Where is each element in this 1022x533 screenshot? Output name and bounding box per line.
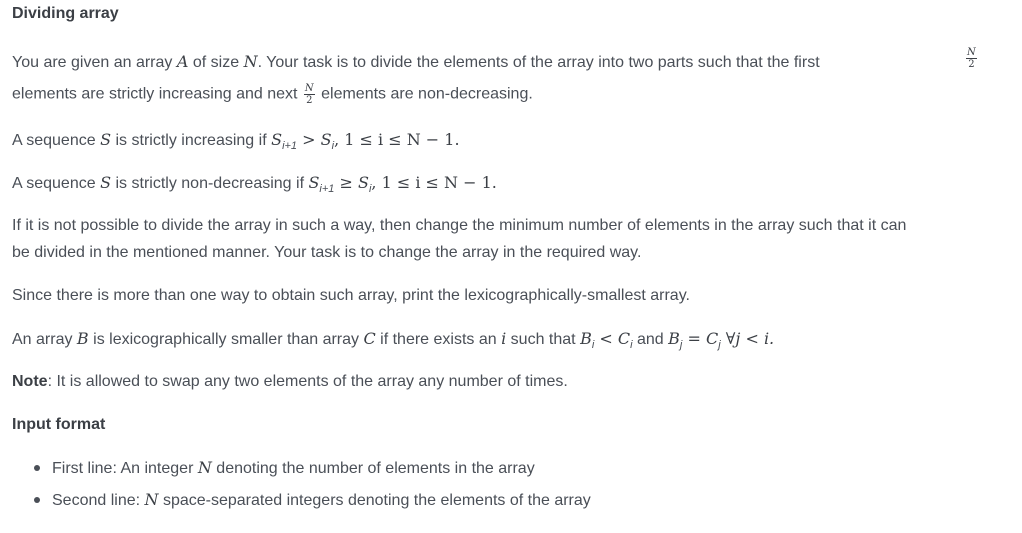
formula-term: C (705, 329, 719, 348)
bullet-dot (34, 497, 40, 503)
definition-text: A sequence (12, 132, 101, 149)
var-s: S (100, 130, 112, 149)
fraction-n-over-2-inline (304, 83, 315, 106)
strictly-increasing-definition (12, 129, 992, 152)
formula-term: S (308, 173, 320, 192)
formula-operator: ≥ (334, 173, 358, 192)
note-text: : It is allowed to swap any two elements of the array any number of times. (47, 373, 568, 390)
note-label: Note (12, 373, 48, 390)
definition-text: if there exists an (375, 331, 502, 348)
bullet-dot (34, 465, 40, 471)
note-paragraph (12, 371, 992, 393)
change-paragraph-line-2: be divided in the mentioned manner. Your task is to change the array in the required way. (12, 244, 642, 261)
definition-text: A sequence (12, 175, 101, 192)
lexicographic-definition (12, 328, 992, 351)
non-decreasing-definition (12, 172, 992, 195)
fraction-n-over-2 (966, 47, 977, 70)
definition-text: such that (506, 331, 581, 348)
formula-operator: > (297, 130, 321, 149)
formula-term: C (617, 329, 631, 348)
formula-subscript: i (591, 339, 595, 352)
list-item-text: Second line: (52, 492, 145, 509)
intro-text-5: elements are non-decreasing. (316, 85, 533, 103)
fraction-denominator: 2 (968, 59, 975, 70)
intro-paragraph-line-2 (12, 83, 992, 106)
input-format-heading: Input format (12, 416, 106, 433)
formula-subscript: i (331, 140, 335, 153)
formula-subscript: i+1 (282, 140, 298, 153)
input-format-item (52, 457, 535, 480)
formula-term: B (580, 329, 592, 348)
input-format-item (52, 489, 591, 512)
formula-subscript: j (679, 339, 683, 352)
var-n: N (197, 458, 212, 477)
formula-term: S (320, 130, 332, 149)
var-n: N (243, 52, 258, 71)
problem-title: Dividing array (12, 5, 119, 22)
intro-text-4: elements are strictly increasing and next (12, 85, 302, 103)
fraction-numerator: N (304, 83, 314, 94)
var-b: B (76, 329, 89, 348)
list-item-text: denoting the number of elements in the array (211, 460, 535, 477)
formula-operator: = (682, 329, 706, 348)
var-i: i (501, 329, 507, 348)
formula-subscript: i (630, 339, 633, 352)
var-a: A (176, 52, 189, 71)
intro-paragraph-line-1 (12, 47, 992, 74)
formula-quantifier: ∀j < i. (720, 329, 775, 348)
var-s: S (100, 173, 112, 192)
definition-text: is lexicographically smaller than array (88, 331, 364, 348)
lexicographic-paragraph: Since there is more than one way to obtain such array, print the lexicographically-smallest array. (12, 287, 690, 304)
definition-text: is strictly increasing if (111, 132, 272, 149)
formula-term: S (271, 130, 283, 149)
definition-text: is strictly non-decreasing if (111, 175, 309, 192)
definition-text: An array (12, 331, 77, 348)
change-paragraph-line-1: If it is not possible to divide the array in such a way, then change the minimum number of elements in the array such that it can (12, 217, 907, 234)
formula-subscript: i+1 (319, 183, 335, 196)
intro-text-2: of size (188, 54, 244, 71)
formula-term: S (358, 173, 369, 192)
var-n: N (144, 490, 159, 509)
formula-term: B (668, 329, 680, 348)
list-item-text: First line: An integer (52, 460, 198, 477)
intro-text-1: You are given an array (12, 54, 177, 71)
list-item-text: space-separated integers denoting the elements of the array (158, 492, 591, 509)
var-c: C (363, 329, 376, 348)
formula-subscript: i (368, 183, 372, 196)
formula-operator: < (594, 329, 618, 348)
definition-text: and (632, 331, 669, 348)
formula-condition: , 1 ≤ i ≤ N − 1. (371, 173, 497, 192)
fraction-denominator: 2 (306, 95, 313, 106)
fraction-numerator: N (967, 47, 976, 58)
formula-condition: , 1 ≤ i ≤ N − 1. (334, 130, 460, 149)
intro-text-3: . Your task is to divide the elements of the array into two parts such that the first (257, 54, 820, 71)
formula-subscript: j (718, 339, 721, 352)
